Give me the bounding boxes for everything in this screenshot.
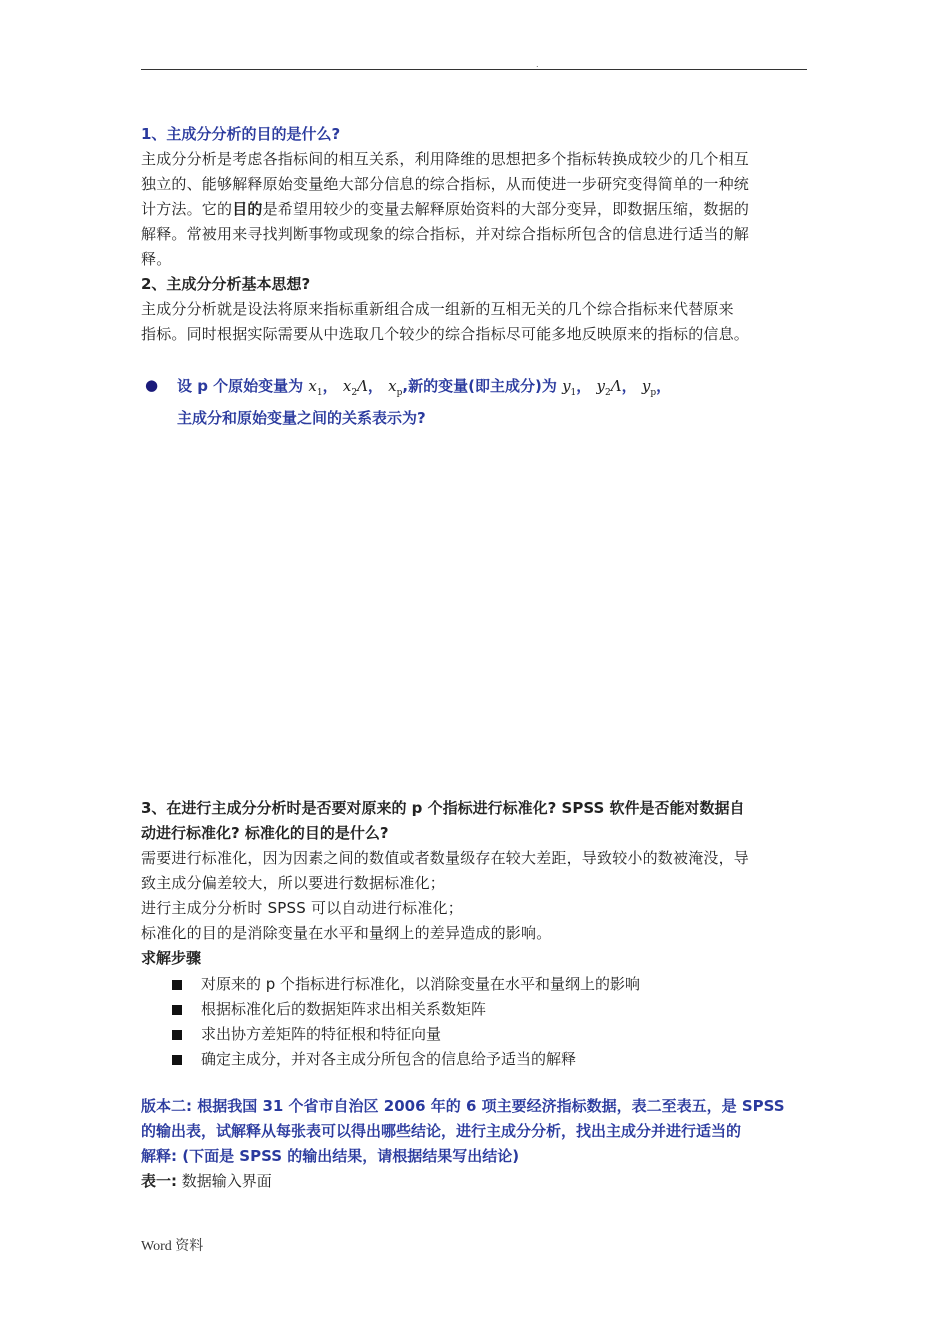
q1-line-3-post: 是希望用较少的变量去解释原始资料的大部分变异，即数据压缩，数据的 xyxy=(262,200,750,218)
bullet-text-2: ,新的变量(即主成分)为 xyxy=(402,377,557,395)
square-bullet-icon xyxy=(172,1055,182,1065)
table-1-label: 表一: xyxy=(141,1172,177,1190)
var-y2: $y_2$ xyxy=(596,377,611,398)
q1-line-2: 独立的、能够解释原始变量绝大部分信息的综合指标，从而使进一步研究变得简单的一种统 xyxy=(141,175,750,193)
var-xp: $x_p$ xyxy=(388,377,403,398)
header-dot: . xyxy=(536,60,539,69)
q1-line-3-bold: 目的 xyxy=(232,200,263,218)
bullet-text-1: 设 p 个原始变量为 xyxy=(177,377,304,395)
bullet-icon: ● xyxy=(145,376,159,394)
step-item: 求出协方差矩阵的特征根和特征向量 xyxy=(172,1022,640,1047)
square-bullet-icon xyxy=(172,980,182,990)
q1-line-5: 释。 xyxy=(141,250,172,268)
q3-line-3: 进行主成分分析时 SPSS 可以自动进行标准化； xyxy=(141,899,463,917)
table-1-text: 数据输入界面 xyxy=(181,1172,272,1190)
version-line-3: 解释: (下面是 SPSS 的输出结果，请根据结果写出结论) xyxy=(141,1147,520,1165)
bullet-line-2: 主成分和原始变量之间的关系表示为? xyxy=(177,409,426,427)
step-item: 根据标准化后的数据矩阵求出相关系数矩阵 xyxy=(172,997,640,1022)
header-rule xyxy=(141,69,807,70)
section-q3 xyxy=(141,796,809,971)
q2-line-1: 主成分分析就是设法将原来指标重新组合成一组新的互相无关的几个综合指标来代替原来 xyxy=(141,300,734,318)
q3-line-1: 需要进行标准化，因为因素之间的数值或者数量级存在较大差距，导致较小的数被淹没，导 xyxy=(141,849,750,867)
q1-line-1: 主成分分析是考虑各指标间的相互关系，利用降维的思想把多个指标转换成较少的几个相互 xyxy=(141,150,750,168)
lambda-1: Λ xyxy=(357,377,368,395)
steps-title: 求解步骤 xyxy=(141,949,202,967)
var-x1: $x_1$ xyxy=(308,377,323,398)
lambda-2: Λ xyxy=(610,377,622,395)
q2-line-2: 指标。同时根据实际需要从中选取几个较少的综合指标尽可能多地反映原来的指标的信息。 xyxy=(141,325,750,343)
section-q2 xyxy=(141,272,809,347)
bullet-line-1: 设 p 个原始变量为 $x_1$， $x_2\Lambda$， $x_p$,新的变量(即主成分)为 $y_1$， $y_2\Lambda$， $y_p$， xyxy=(177,377,672,398)
version-line-1: 版本二: 根据我国 31 个省市自治区 2006 年的 6 项主要经济指标数据，表二至表五，是 SPSS xyxy=(141,1097,785,1115)
var-yp: $y_p$ xyxy=(641,377,657,398)
square-bullet-icon xyxy=(172,1030,182,1040)
q3-line-4: 标准化的目的是消除变量在水平和量纲上的差异造成的影响。 xyxy=(141,924,552,942)
steps-list xyxy=(172,972,640,1072)
step-item: 对原来的 p 个指标进行标准化，以消除变量在水平和量纲上的影响 xyxy=(172,972,640,997)
table-1-title xyxy=(141,1169,272,1194)
q1-line-4: 解释。常被用来寻找判断事物或现象的综合指标，并对综合指标所包含的信息进行适当的解 xyxy=(141,225,750,243)
bullet-text xyxy=(177,374,809,431)
q3-title-2: 动进行标准化? 标准化的目的是什么? xyxy=(141,824,389,842)
q3-line-2: 致主成分偏差较大，所以要进行数据标准化； xyxy=(141,874,446,892)
square-bullet-icon xyxy=(172,1005,182,1015)
q3-title-1: 3、在进行主成分分析时是否要对原来的 p 个指标进行标准化? SPSS 软件是否能对数据自 xyxy=(141,799,745,817)
footer-label: Word 资料 xyxy=(141,1239,204,1254)
q2-title: 2、主成分分析基本思想? xyxy=(141,275,311,293)
var-x2: $x_2$ xyxy=(342,377,358,398)
version-line-2: 的输出表，试解释从每张表可以得出哪些结论，进行主成分分析，找出主成分并进行适当的 xyxy=(141,1122,742,1140)
section-q1 xyxy=(141,122,809,272)
q1-title: 1、主成分分析的目的是什么? xyxy=(141,125,341,143)
step-item: 确定主成分，并对各主成分所包含的信息给予适当的解释 xyxy=(172,1047,640,1072)
version-two xyxy=(141,1094,809,1169)
q1-line-3-pre: 计方法。它的 xyxy=(141,200,233,218)
q1-line-3 xyxy=(141,197,809,222)
var-y1: $y_1$ xyxy=(562,377,577,398)
